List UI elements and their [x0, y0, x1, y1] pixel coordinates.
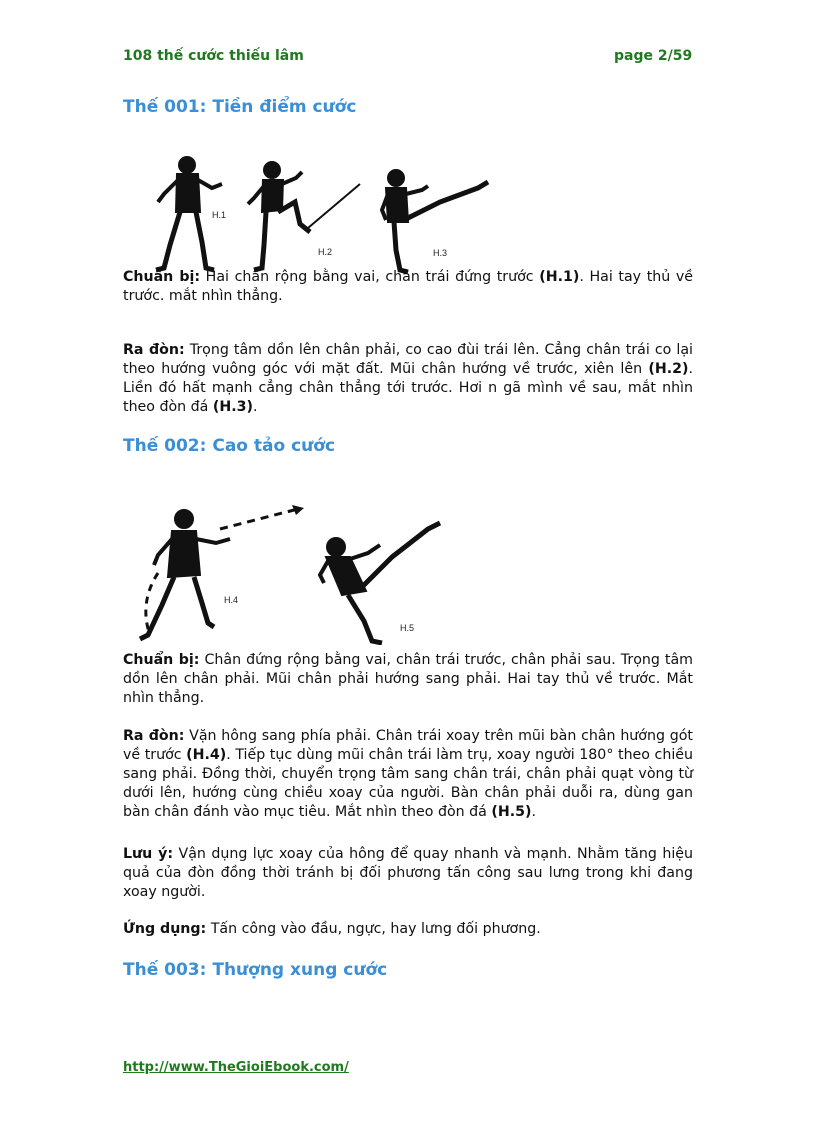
- figure-reference: (H.2): [648, 361, 689, 377]
- sweep-trajectory-dashed: [220, 509, 298, 529]
- figure-label-h5: H.5: [400, 623, 415, 633]
- paragraph-001-chuan-bi: [123, 268, 693, 306]
- figure-reference: (H.1): [539, 269, 580, 285]
- fighter-h4-illustration: [140, 510, 230, 639]
- figure-label-h1: H.1: [212, 210, 227, 220]
- paragraph-text: Chân đứng rộng bằng vai, chân trái trước, chân phải sau. Trọng tâm dồn lên chân phải. Mũi chân phải hướng sang phải. Hai tay thủ về trước. Mắt nhìn thẳng.: [123, 652, 693, 706]
- paragraph-002-luu-y: [123, 845, 693, 902]
- section-title-002: Thế 002: Cao tảo cước: [123, 436, 336, 456]
- figure-reference: (H.5): [491, 804, 532, 820]
- paragraph-text: . Tiếp tục dùng mũi chân trái làm trụ, xoay người 180° theo chiều sang phải. Đồng thời, chuyển trọng tâm sang chân trái, chân phải quạt vòng từ dưới lên, hướng cùng chiều xoay của người. Bàn chân phải duỗi ra, dùng gan bàn chân đánh vào mục tiêu. Mắt nhìn theo đòn đá: [123, 747, 693, 820]
- figure-label-h2: H.2: [318, 247, 333, 257]
- paragraph-text: Hai chân rộng bằng vai, chân trái đứng trước: [200, 269, 540, 285]
- paragraph-label: Lưu ý:: [123, 846, 174, 862]
- paragraph-002-ra-don: [123, 727, 693, 822]
- fighter-h5-illustration: [320, 523, 440, 643]
- paragraph-text: Trọng tâm dồn lên chân phải, co cao đùi trái lên. Cẳng chân trái co lại theo hướng vuông góc với mặt đất. Mũi chân hướng về trước, xiên lên: [123, 342, 693, 377]
- paragraph-text: . Liền đó hất mạnh cẳng chân thẳng tới trước. Hơi n gã mình về sau, mắt nhìn theo đòn đá: [123, 361, 693, 415]
- paragraph-002-chuan-bi: [123, 651, 693, 708]
- figure-label-h4: H.4: [224, 595, 239, 605]
- figure-reference: (H.3): [212, 399, 253, 415]
- figure-001-kick-sequence: [150, 150, 495, 280]
- paragraph-label: Ra đòn:: [123, 728, 185, 744]
- section-title-001: Thế 001: Tiền điểm cước: [123, 97, 357, 117]
- section-title-003: Thế 003: Thượng xung cước: [123, 960, 388, 980]
- figure-label-h3: H.3: [433, 248, 448, 258]
- paragraph-text: Tấn công vào đầu, ngực, hay lưng đối phương.: [206, 921, 541, 937]
- paragraph-label: Chuẩn bị:: [123, 652, 200, 668]
- kick-trajectory-arrow: [308, 184, 360, 228]
- paragraph-text: . Hai tay thủ về trước. mắt nhìn thẳng.: [123, 269, 693, 304]
- paragraph-002-ung-dung: [123, 920, 693, 939]
- footer-website-link[interactable]: http://www.TheGioiEbook.com/: [123, 1060, 349, 1075]
- paragraph-001-ra-don: [123, 341, 693, 417]
- paragraph-label: Chuẩn bị:: [123, 269, 201, 285]
- figure-reference: (H.4): [186, 747, 227, 763]
- paragraph-text: .: [531, 804, 536, 820]
- paragraph-text: Vặn hông sang phía phải. Chân trái xoay trên mũi bàn chân hướng gót về trước: [123, 728, 693, 763]
- page-number: page 2/59: [614, 48, 693, 64]
- figure-002-kick-sequence: [128, 495, 468, 645]
- paragraph-text: .: [252, 399, 258, 415]
- paragraph-label: Ứng dụng:: [123, 921, 207, 937]
- paragraph-text: Vận dụng lực xoay của hông để quay nhanh và mạnh. Nhằm tăng hiệu quả của đòn đồng thời tránh bị đối phương tấn công sau lưng trong khi đang xoay người.: [123, 846, 693, 900]
- paragraph-label: Ra đòn:: [123, 342, 185, 358]
- fighter-h2-illustration: [248, 162, 310, 270]
- book-title: 108 thế cước thiếu lâm: [123, 48, 304, 64]
